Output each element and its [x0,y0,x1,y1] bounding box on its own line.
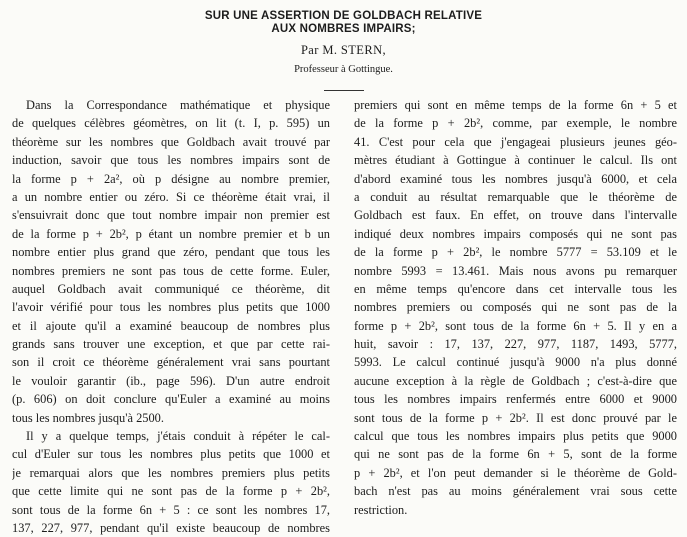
text-line: forme p + 2b², sont tous de la forme 6n + 5. Il y en a [354,318,677,333]
text-line: s'ensuivrait donc que tout nombre impair non premier est [12,208,330,223]
text-line: Dans la Correspondance mathématique et physique [26,98,330,112]
text-line: (p. 606) on doit conclure qu'Euler a examiné au moins [12,392,330,407]
text-line: de quelques célèbres géomètres, on lit (t. I, p. 595) un [12,116,330,131]
text-line: sont tous de la forme 6n + 5 : ce sont les nombres 17, [12,502,330,517]
right-text-column [354,96,677,519]
text-line: indiqué deux nombres impairs composés qui ne sont pas [354,226,677,241]
text-line: je remarquai alors que les nombres premiers plus petits [12,465,330,480]
text-line: a un nombre entier ou zéro. Si ce théorème était vrai, il [12,189,330,204]
text-line: 41. C'est pour cela que j'engageai plusieurs jeunes géo- [354,134,677,149]
author-affiliation: Professeur à Gottingue. [294,64,393,75]
text-line: nombre 5993 = 13.461. Mais nous avons pu remarquer [354,263,677,278]
text-line: huit, savoir : 17, 137, 227, 977, 1187, 1493, 5777, [354,337,677,352]
text-line: premiers qui sont en même temps de la forme 6n + 5 et [354,98,677,112]
text-line: cul d'Euler sur tous les nombres plus petits que 1000 et [12,447,330,462]
text-line: théorème sur les nombres que Goldbach avait trouvé par [12,134,330,149]
text-line: tous les nombres impairs renfermés entre 6000 et 9000 [354,392,677,407]
author-line: Par M. STERN, [300,43,387,57]
text-line: 5993. Le calcul continué jusqu'à 9000 n'a plus donné [354,355,677,370]
text-line: induction, savoir que tous les nombres impairs sont de [12,153,330,168]
text-line: a conduit au résultat remarquable que le théorème de [354,189,677,204]
text-line: de la forme p + 2b², comme, par exemple, le nombre [354,116,677,131]
text-line: auquel Goldbach avait communiqué ce théorème, dit [12,281,330,296]
text-line: tous les nombres jusqu'à 2500. [12,410,164,425]
text-line: de la forme p + 2b², le nombre 5777 = 53.109 et le [354,245,677,260]
text-line: qui ne sont pas de la forme 6n + 5, sont de la forme [354,447,677,462]
text-line: Il y a quelque temps, j'étais conduit à répéter le cal- [26,429,330,444]
text-line: d'abord examiné tous les nombres jusqu'à 6000, et cela [354,171,677,186]
text-line: sont tous de la forme p + 2b². Il est donc prouvé par le [354,410,677,425]
article-title-line2: AUX NOMBRES IMPAIRS; [271,23,416,35]
text-line: restriction. [354,502,408,517]
text-line: nombre entier plus grand que zéro, pendant que tous les [12,245,330,260]
text-line: mètres étudiant à Gottingue à continuer le calcul. Ils ont [354,153,677,168]
text-line: en même temps qu'encore dans cet intervalle tous les [354,281,677,296]
text-line: 137, 227, 977, pendant qu'il existe beaucoup de nombres [12,520,330,535]
text-line: grands sans trouver une exception, et que par cette rai- [12,337,330,352]
text-line: p + 2b², et l'on peut demander si le théorème de Gold- [354,465,677,480]
text-line: nombres premiers ne sont pas tous de cette forme. Euler, [12,263,330,278]
article-title-line1: SUR UNE ASSERTION DE GOLDBACH RELATIVE [204,10,483,22]
text-line: que cette limite qui ne sont pas de la forme p + 2b², [12,484,330,499]
text-line: et il ajoute qu'il a examiné beaucoup de nombres plus [12,318,330,333]
text-line: calcul que tous les nombres impairs plus petits que 9000 [354,429,677,444]
title-separator-rule [324,90,364,91]
left-text-column [12,96,330,537]
text-line: l'avoir vérifié pour tous les nombres plus petits que 1000 [12,300,330,315]
text-line: de la forme p + 2b², p étant un nombre premier et b un [12,226,330,241]
text-line: bach n'est pas au moins généralement vrai sous cette [354,484,677,499]
text-line: Goldbach est faux. En effet, on trouve dans l'intervalle [354,208,677,223]
text-line: son il croit ce théorème généralement vrai sans pourtant [12,355,330,370]
text-line: nombres premiers ou composés qui ne sont pas de la [354,300,677,315]
text-line: aucune exception à la règle de Goldbach ; c'est-à-dire que [354,373,677,388]
text-line: le vouloir garantir (ib., page 596). D'un autre endroit [12,373,330,388]
text-line: la forme p + 2a², où p désigne au nombre premier, [12,171,330,186]
